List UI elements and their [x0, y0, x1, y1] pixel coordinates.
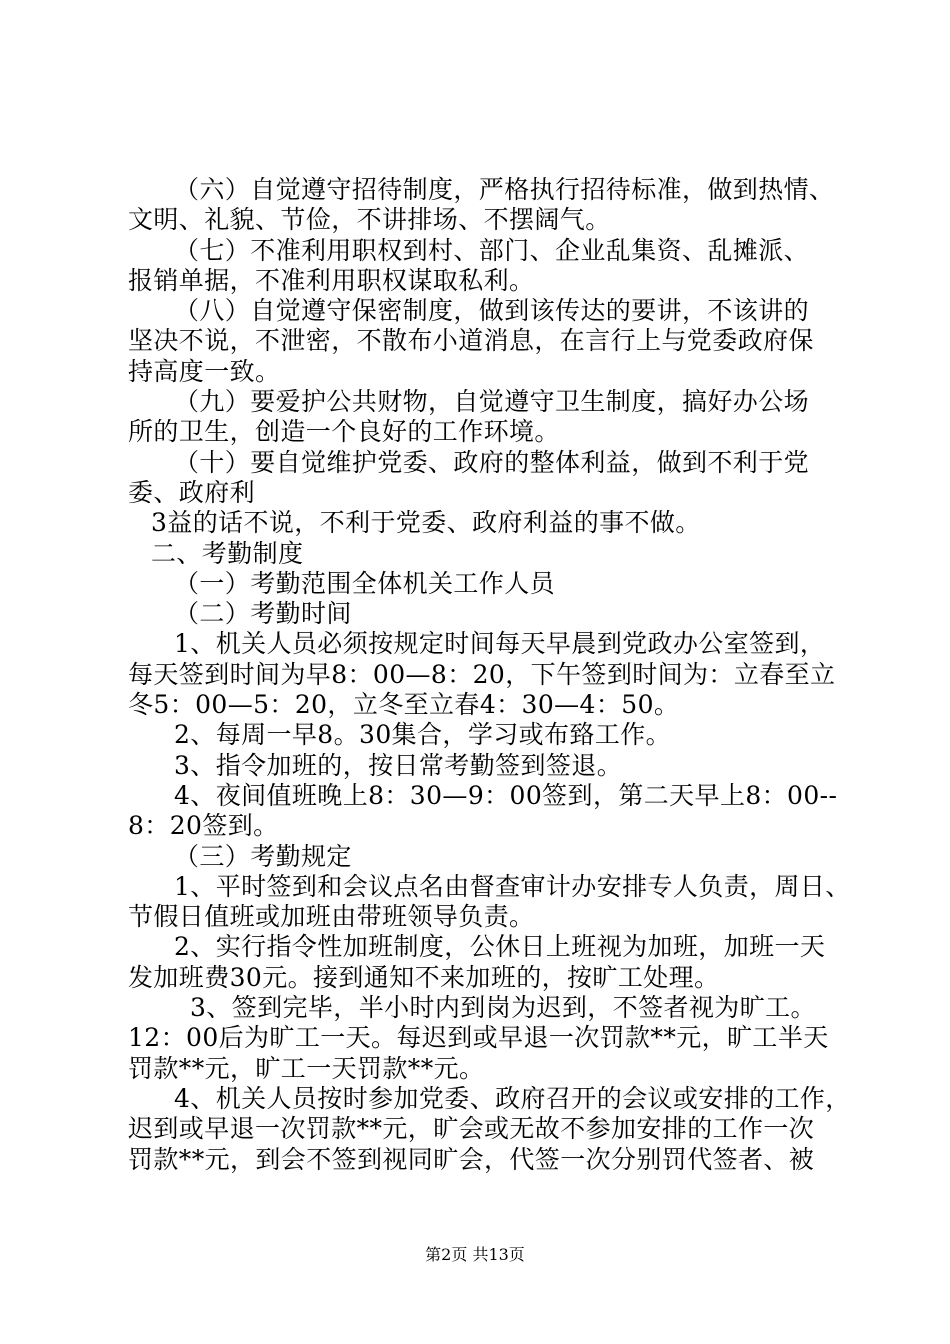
paragraph-line: 3益的话不说，不利于党委、政府利益的事不做。: [151, 508, 701, 538]
paragraph-line: 4、夜间值班晚上8：30—9：00签到，第二天早上8：00--: [174, 780, 838, 810]
paragraph-line: （六）自觉遵守招待制度，严格执行招待标准，做到热情、: [174, 175, 835, 204]
subsection-heading: （二）考勤时间: [174, 599, 352, 629]
paragraph-line: 所的卫生，创造一个良好的工作环境。: [128, 417, 560, 447]
paragraph-line: 节假日值班或加班由带班领导负责。: [128, 902, 535, 932]
document-body: [128, 175, 851, 1175]
paragraph-line: 冬5：00—5：20，立冬至立春4：30—4：50。: [128, 690, 680, 720]
paragraph-line: （十）要自觉维护党委、政府的整体利益，做到不利于党: [174, 447, 810, 477]
paragraph-line: 委、政府利: [128, 477, 256, 507]
paragraph-line: 坚决不说，不泄密，不散布小道消息，在言行上与党委政府保: [128, 326, 814, 356]
paragraph-line: 3、签到完毕，半小时内到岗为迟到，不签者视为旷工。: [190, 993, 816, 1023]
paragraph-line: 每天签到时间为早8：00—8：20，下午签到时间为：立春至立: [128, 659, 836, 689]
paragraph-line: 迟到或早退一次罚款**元，旷会或无故不参加安排的工作一次: [128, 1114, 815, 1144]
paragraph-line: 发加班费30元。接到通知不来加班的，按旷工处理。: [128, 962, 720, 992]
paragraph-line: （八）自觉遵守保密制度，做到该传达的要讲，不该讲的: [174, 296, 810, 326]
paragraph-line: 罚款**元，旷工一天罚款**元。: [128, 1053, 485, 1083]
subsection-heading: （三）考勤规定: [174, 841, 352, 871]
paragraph-line: 1、平时签到和会议点名由督查审计办安排专人负责，周日、: [174, 871, 851, 901]
paragraph-line: 持高度一致。: [128, 356, 281, 386]
paragraph-line: 2、实行指令性加班制度，公休日上班视为加班，加班一天: [174, 932, 826, 962]
paragraph-line: 2、每周一早8。30集合，学习或布臵工作。: [174, 720, 672, 750]
paragraph-line: 报销单据，不准利用职权谋取私利。: [128, 265, 535, 295]
page-number-footer: 第2页 共13页: [425, 1245, 525, 1264]
paragraph-line: 1、机关人员必须按规定时间每天早晨到党政办公室签到，: [174, 629, 826, 659]
paragraph-line: 罚款**元，到会不签到视同旷会，代签一次分别罚代签者、被: [128, 1144, 815, 1174]
paragraph-line: （九）要爱护公共财物，自觉遵守卫生制度，搞好办公场: [174, 387, 810, 417]
section-heading: 二、考勤制度: [151, 538, 304, 568]
paragraph-line: 8：20签到。: [128, 811, 279, 841]
paragraph-line: （七）不准利用职权到村、部门、企业乱集资、乱摊派、: [174, 235, 810, 265]
paragraph-line: 3、指令加班的，按日常考勤签到签退。: [174, 750, 623, 780]
subsection-heading: （一）考勤范围全体机关工作人员: [174, 568, 556, 598]
paragraph-line: 文明、礼貌、节俭，不讲排场、不摆阔气。: [128, 205, 611, 235]
paragraph-line: 12：00后为旷工一天。每迟到或早退一次罚款**元，旷工半天: [128, 1023, 829, 1053]
paragraph-line: 4、机关人员按时参加党委、政府召开的会议或安排的工作，: [174, 1083, 851, 1113]
